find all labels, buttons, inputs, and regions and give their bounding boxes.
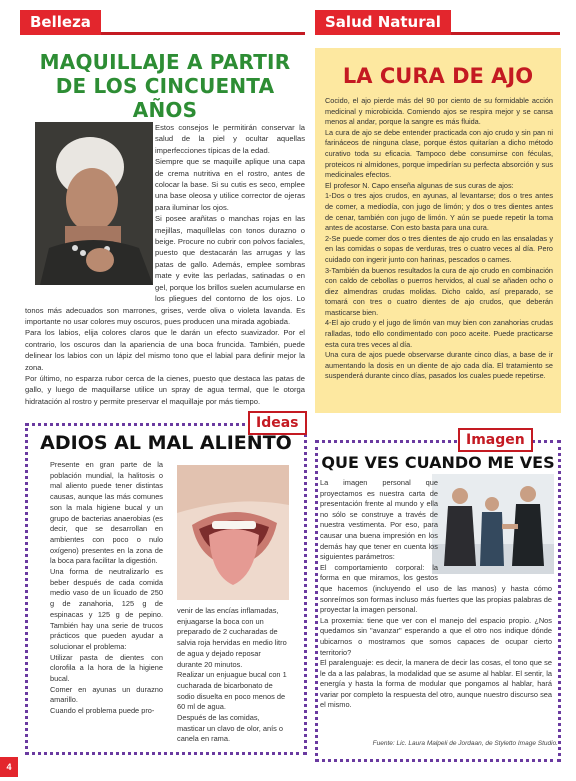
imagen-tag: Imagen — [458, 428, 533, 452]
mouth-photo — [177, 465, 289, 600]
paragraph: Cuando el problema puede pro- — [50, 706, 155, 716]
paragraph: 2-Se puede comer dos o tres dientes de ajo crudo en las ensaladas y en las comidas o sopas de verduras, tres o cuatro veces al día. Pero cuidado con ingerir junto con harinas, pescados o carnes. — [325, 233, 553, 264]
paragraph: Después de las comidas, masticar un clavo de olor, anís o canela en rama. — [177, 713, 283, 744]
paragraph: La cura de ajo se debe entender practicada con ajo crudo y sin pan ni farináceos de ninguna clase, porque éstos quitarían a dicho método curativo toda su eficacia. Tampoco debe consumirse con féculas, proteicos ni almidones, porque impedirían su perfecta absorción y sus medicinales efectos. — [325, 127, 553, 180]
paragraph: La proxemia: tiene que ver con el manejo del espacio propio. ¿Nos quedamos sin "avanzar" esperando a que el otro nos indique dónde ubicarnos o mostramos que somos capaces de ocupar cierto territorio? — [320, 615, 552, 657]
paragraph: Presente en gran parte de la población mundial, la halitosis o mal aliento puede tener distintas causas, aunque las más comunes son la mala higiene bucal y un grupo de bacterias anaerobias (es decir, que se desarrollan en ambientes con poco o nulo oxígeno) presentes en la zona de la boca para facilitar la digestión. — [50, 460, 163, 566]
mal-aliento-column-2 — [177, 606, 287, 745]
paragraph: La imagen personal que proyectamos es nuestra carta de presentación frente al mundo y ella no sólo se construye a través de nuestra vestimenta. Por eso, para causar una buena impresión en los demás hay que tener en cuenta los siguientes parámetros: — [320, 478, 438, 562]
mal-aliento-column-1 — [50, 460, 163, 717]
section-header-belleza — [20, 8, 305, 35]
section-tag-belleza: Belleza — [20, 10, 101, 35]
paragraph: Utilizar pasta de dientes con clorofila a la hora de la higiene bucal. — [50, 652, 163, 684]
paragraph: Si posee arañitas o manchas rojas en las mejillas, maquíllelas con tonos durazno o beige. Procure no cubrir con polvos faciales, puesto que destacarán las arrugas y las patas de gallo. Además, emplee sombras mate y evite las perladas, satinadas o en gel, porque los brillos suelen acumularse en los pliegues del contorno de los ojos. Lo tonos más adecuados son marrones, grises, verde oliva o violeta lavanda. Es importante no usar colores muy oscuros, pues producen una mirada agobiada. — [25, 214, 305, 326]
source-credit: Fuente: Lic. Laura Malpeli de Jordaan, de Styletto Image Studio. — [372, 740, 558, 747]
paragraph: 4-El ajo crudo y el jugo de limón van muy bien con zanahorias crudas ralladas, todo ello condimentado con poco aceite. Puede practicarse esta cura tres veces al día. — [325, 318, 553, 349]
paragraph: El paralenguaje: es decir, la manera de decir las cosas, el tono que se le da a las palabras, la modalidad que se asume al hablar. El sentir, la energía y hasta la forma de modular que pongamos al hablar, hará variar por completo la respuesta del otro, aunque nuestro discurso sea el mismo. — [320, 658, 552, 710]
paragraph: Una cura de ajos puede observarse durante cinco días, a base de ir aumentando la dosis en un diente de ajo cada día. El tratamiento se suspenderá durante cinco días, pasados los cuales puede repetirse. — [325, 350, 553, 381]
paragraph: 3-También da buenos resultados la cura de ajo crudo en combinación con caldo de cebollas o puerros hervidos, al cual se añaden ocho o diez almendras crudas molidas. Dicho caldo, así preparado, se tomará con tres o cuatro dientes de ajo crudos, que deberán masticarse bien. — [325, 265, 553, 317]
page-number: 4 — [0, 757, 18, 777]
maquillaje-body — [25, 122, 305, 407]
paragraph: Siempre que se maquille aplique una capa de crema nutritiva en el rostro, antes de colocar la base. Si su cutis es seco, emplee una base oleosa y utilice corrector de ojeras para iluminar los ojos. — [155, 157, 305, 212]
paragraph: Estos consejos le permitirán conservar la salud de la piel y ocultar aquellas imperfecciones típicas de la edad. — [155, 123, 305, 155]
que-ves-title: QUE VES CUANDO ME VES — [321, 453, 555, 472]
paragraph: Por último, no esparza rubor cerca de la cienes, puesto que destaca las patas de gallo, y luego de maquillarse utilice un spray de agua termal, que le otorga hidratación al rostro y permite preservar el maquillaje por más tiempo. — [25, 373, 305, 406]
paragraph: El comportamiento corporal: la forma en que miramos, los gestos que hacemos (incluyendo el uso de las manos) y hasta cómo sonreímos son formas incluso más fuertes que las propias palabras de proyectar la imagen personal. — [320, 562, 552, 615]
section-tag-salud-natural: Salud Natural — [315, 10, 451, 35]
paragraph: Cocido, el ajo pierde más del 90 por ciento de su formidable acción medicinal y microbicida. Comiendo ajos se respira mejor y se cansa menos al andar, porque la sangre es más fluida. — [325, 96, 553, 127]
maquillaje-title: MAQUILLAJE A PARTIR DE LOS CINCUENTA AÑOS — [39, 50, 291, 122]
paragraph: Para los labios, elija colores claros que le darán un efecto suavizador. Por el contrario, los oscuros dan la apariencia de una boca fruncida. También, puede delinear los labios con un lápiz del mismo tono que el labial para definir mejor la zona. — [25, 328, 305, 372]
mal-aliento-title: ADIOS AL MAL ALIENTO — [40, 432, 292, 454]
paragraph: venir de las encías inflamadas, enjuagarse la boca con un preparado de 2 cucharadas de salvia roja hervidas en medio litro de agua y dejado reposar durante 20 minutos. — [177, 606, 287, 669]
ajo-body — [325, 96, 553, 382]
paragraph: Comer en ayunas un durazno amarillo. — [50, 684, 163, 705]
que-ves-body — [320, 478, 552, 711]
section-header-salud-natural — [315, 8, 560, 35]
paragraph: Realizar un enjuague bucal con 1 cucharada de bicarbonato de sodio disuelta en poco menos de 60 ml de agua. — [177, 670, 287, 712]
paragraph: Una forma de neutralizarlo es beber después de cada comida medio vaso de un licuado de 250 g de zanahoria, 125 g de espinacas y 125 g de pepino. También hay una serie de trucos prácticos que pueden ayudar a solucionar el problema: — [50, 567, 163, 651]
ajo-panel — [315, 48, 561, 413]
paragraph: El profesor N. Capo enseña algunas de sus curas de ajos: — [325, 180, 514, 190]
ajo-title: LA CURA DE AJO — [342, 64, 534, 88]
paragraph: 1-Dos o tres ajos crudos, en ayunas, al levantarse; dos o tres antes de comer, a mediodía, con jugo de limón; y dos o tres dientes antes de cenar, también con jugo de limón. Y aún se puede repetir la toma antes de acostarse. Con esto basta para una cura. — [325, 191, 553, 233]
ideas-tag: Ideas — [248, 411, 307, 435]
